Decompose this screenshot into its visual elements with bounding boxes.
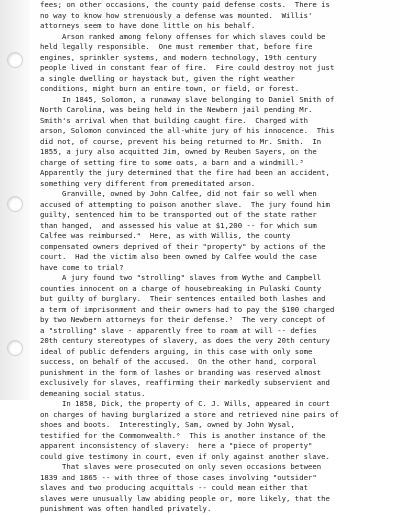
- text-line: Apparently the jury determined that the fire had been an accident,: [40, 168, 330, 177]
- text-line: slaves and two producing acquittals -- could mean either that: [40, 483, 308, 492]
- text-line: court. Had the victim also been owned by Calfee would the case: [40, 252, 317, 261]
- text-line: but guilty of burglary. Their sentences entailed both lashes and: [40, 294, 326, 303]
- text-line: A jury found two "strolling" slaves from Wythe and Campbell: [40, 273, 322, 282]
- text-line: compensated owners deprived of their "property" by actions of the: [40, 241, 326, 251]
- text-line: by two Newbern attorneys for their defense.⁵ The very concept of: [40, 315, 326, 324]
- text-line: 20th century stereotypes of slavery, as does the very 20th century: [40, 336, 330, 345]
- text-line: charge of setting fire to some oats, a barn and a windmill.³: [40, 157, 304, 167]
- text-line: ideal of public defenders arguing, in this case with only some: [40, 346, 313, 356]
- text-line: success, on behalf of the accused. On the other hand, corporal: [40, 357, 317, 366]
- text-line: slaves were unusually law abiding people or, more likely, that the: [40, 493, 330, 503]
- text-line: a term of imprisonment and their owners had to pay the $100 charged: [40, 304, 335, 314]
- text-line: engines, sprinkler systems, and modern technology, 19th century: [40, 52, 317, 62]
- text-line: shoes and boots. Interestingly, Sam, owned by John Wysal,: [40, 420, 295, 429]
- text-line: 1855, a jury also acquitted Jim, owned by Reuben Sayers, on the: [40, 147, 317, 156]
- text-line: In 1845, Solomon, a runaway slave belonging to Daniel Smith of: [40, 94, 335, 104]
- text-line: testified for the Commonwealth.⁶ This is another instance of the: [40, 430, 326, 440]
- text-line: That slaves were prosecuted on only seven occasions between: [40, 462, 322, 471]
- text-line: Granville, owned by John Calfee, did not fair so well when: [40, 189, 317, 198]
- text-line: arson, Solomon convinced the all-white jury of his innocence. This: [40, 126, 335, 135]
- text-line: punishment in the form of lashes or branding was reserved almost: [40, 367, 322, 377]
- text-line: conditions, might burn an entire town, or field, or forest.: [40, 84, 300, 93]
- text-line: exclusively for slaves, reaffirming their markedly subservient and: [40, 378, 330, 387]
- text-line: accused of attempting to poison another slave. The jury found him: [40, 199, 330, 209]
- text-line: on charges of having burglarized a store and retrieved nine pairs of: [40, 409, 339, 419]
- binder-margin: [0, 0, 30, 400]
- text-line: In 1858, Dick, the property of C. J. Wills, appeared in court: [40, 399, 330, 408]
- text-line: fees; on other occasions, the county paid defense costs. There is: [40, 0, 330, 9]
- text-line: could give testimony in court, even if only against another slave.: [40, 451, 330, 461]
- text-line: Calfee was reimbursed.⁴ Here, as with Willis, the county: [40, 231, 291, 240]
- text-line: North Carolina, was being held in the Newbern jail pending Mr.: [40, 105, 313, 114]
- text-line: a single dwelling or haystack but, given the right weather: [40, 73, 295, 83]
- text-line: punishment was often handled privately.: [40, 504, 212, 513]
- punch-hole: [7, 340, 23, 356]
- text-line: did not, of course, prevent his being returned to Mr. Smith. In: [40, 136, 322, 146]
- text-line: no way to know how strenuously a defense was mounted. Willis': [40, 10, 313, 20]
- text-line: attorneys seem to have done little on his behalf.: [40, 21, 256, 30]
- body-text: [40, 0, 392, 515]
- text-line: demeaning social status.: [40, 388, 146, 398]
- punch-hole: [7, 52, 23, 68]
- text-line: a "strolling" slave - apparently free to roam at will -- defies: [40, 325, 317, 335]
- text-line: Arson ranked among felony offenses for which slaves could be: [40, 31, 326, 41]
- text-line: counties innocent on a charge of housebreaking in Pulaski County: [40, 283, 322, 293]
- text-line: held legally responsible. One must remember that, before fire: [40, 42, 313, 51]
- text-line: Smith's arrival when that building caught fire. Charged with: [40, 115, 308, 125]
- text-line: than hanged, and assessed his value at $1,200 -- for which sum: [40, 220, 317, 230]
- punch-hole: [7, 196, 23, 212]
- text-line: something very different from premeditated arson.: [40, 178, 256, 188]
- text-line: 1839 and 1865 -- with three of those cases involving "outsider": [40, 472, 317, 482]
- text-line: people lived in constant fear of fire. Fire could destroy not just: [40, 63, 335, 72]
- text-line: apparent inconsistency of slavery: here a "piece of property": [40, 441, 313, 450]
- text-line: guilty, sentenced him to be transported out of the state rather: [40, 210, 317, 219]
- text-line: have come to trial?: [40, 262, 124, 272]
